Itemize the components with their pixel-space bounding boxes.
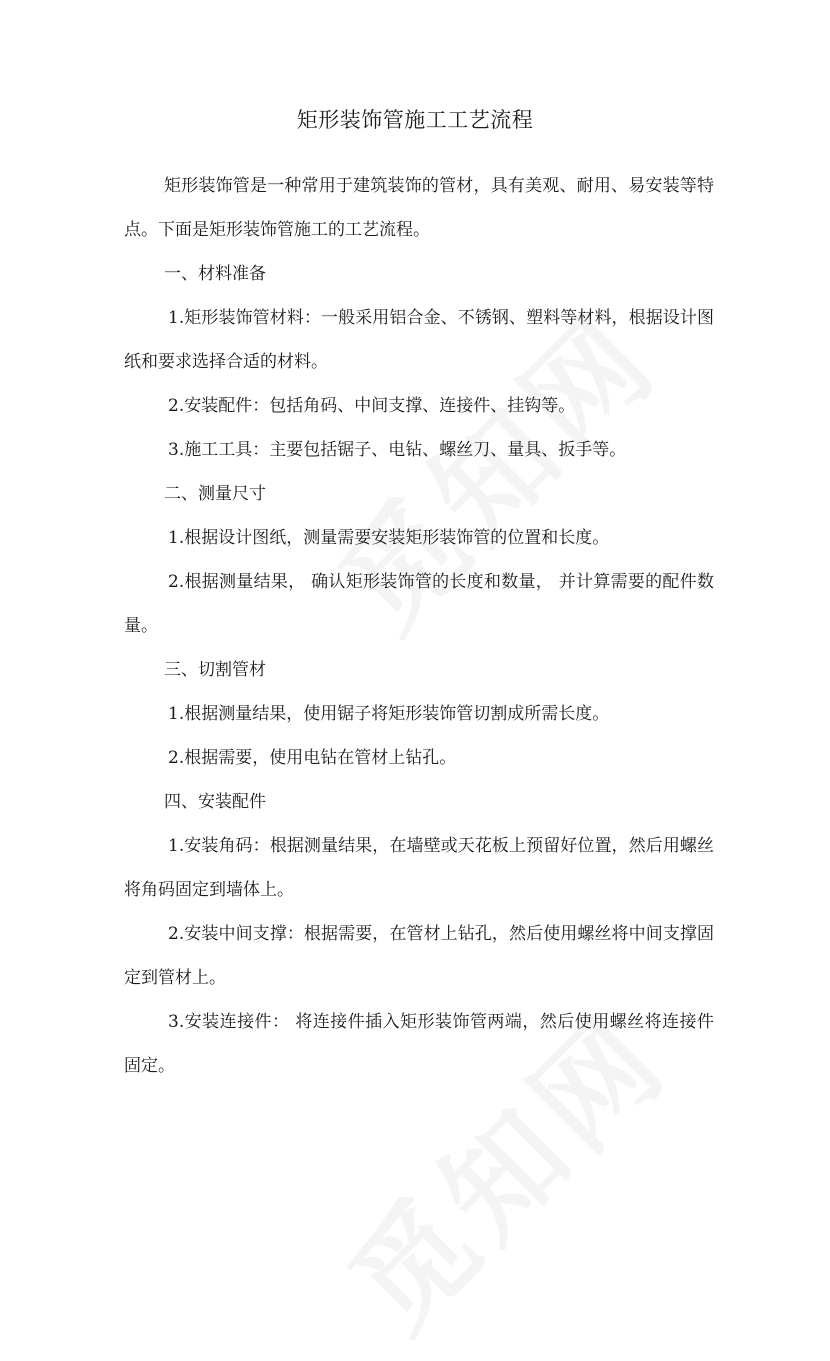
list-item: 3.安装连接件： 将连接件插入矩形装饰管两端，然后使用螺丝将连接件固定。 (124, 1012, 714, 1076)
list-item: 1.根据设计图纸，测量需要安装矩形装饰管的位置和长度。 (168, 528, 610, 548)
document-body (124, 164, 714, 1088)
list-item: 1.根据测量结果，使用锯子将矩形装饰管切割成所需长度。 (168, 704, 610, 724)
document-title: 矩形装饰管施工工艺流程 (296, 108, 534, 132)
list-item: 1.安装角码：根据测量结果，在墙壁或天花板上预留好位置，然后用螺丝将角码固定到墙体上。 (124, 836, 714, 900)
list-item: 2.安装中间支撑：根据需要，在管材上钻孔，然后使用螺丝将中间支撑固定到管材上。 (124, 924, 714, 988)
section-heading-fittings: 四、安装配件 (164, 792, 266, 812)
intro-paragraph: 矩形装饰管是一种常用于建筑装饰的管材，具有美观、耐用、易安装等特点。下面是矩形装饰管施工的工艺流程。 (124, 176, 714, 240)
section-heading-materials: 一、材料准备 (164, 264, 266, 284)
list-item: 2.根据需要，使用电钻在管材上钻孔。 (168, 748, 457, 768)
section-heading-measure: 二、测量尺寸 (164, 484, 266, 504)
section-heading-cutting: 三、切割管材 (164, 660, 266, 680)
list-item: 2.安装配件：包括角码、中间支撑、连接件、挂钩等。 (168, 396, 576, 416)
list-item: 2.根据测量结果， 确认矩形装饰管的长度和数量， 并计算需要的配件数量。 (124, 572, 714, 636)
list-item: 1.矩形装饰管材料：一般采用铝合金、不锈钢、塑料等材料，根据设计图纸和要求选择合适的材料。 (124, 308, 714, 372)
list-item: 3.施工工具：主要包括锯子、电钻、螺丝刀、量具、扳手等。 (168, 440, 627, 460)
